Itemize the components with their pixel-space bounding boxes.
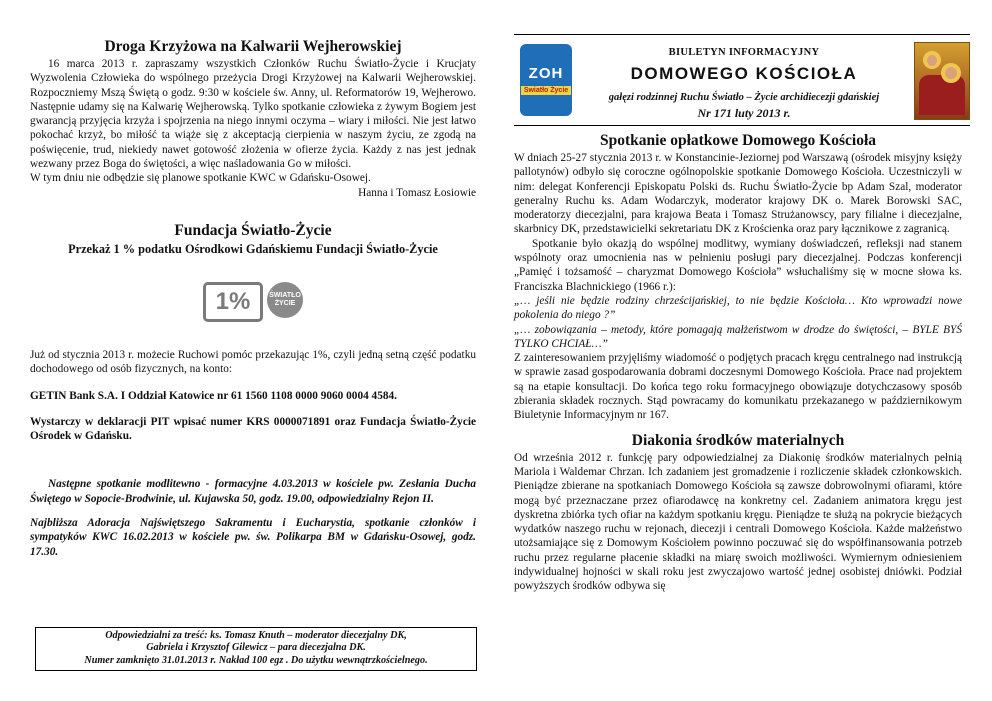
footer-line-2: Gabriela i Krzysztof Gilewicz – para diecezjalna DK. [146,642,366,654]
oplatek-paragraph-1: W dniach 25-27 stycznia 2013 r. w Konstancinie-Jeziornej pod Warszawą (ośrodek misyjny księży pallotynów) odbyło się coroczne ogólnopolskie spotkanie Domowego Kościoła. Uczestniczyli w nim: delegat Konferencji Episkopatu Polski ds. Ruchu Światło-Życie bp Adam Szal, moderator generalny Ruchu ks. Adam Wodarczyk, moderator krajowy DK o. Marek Borowski SAC, moderatorzy diecezjalni, para krajowa Beata i Tomasz Strużanowscy, pary filialne i diecezjalne, skarbnicy DK, przedstawicielki sekretariatu DK z Krościenka oraz pary łącznikowe z zagranicą. [514,152,962,236]
masthead-top-rule [514,34,970,35]
holy-family-icon [914,42,970,120]
zoh-logo-icon [520,44,572,116]
swiatlo-zycie-logo-icon: ŚWIATŁO ŻYCIE [267,282,303,318]
quote-2: „… zobowiązania – metody, które pomagają małżeństwom w drodze do świętości, – BYLE BYŚ TYLKO CHCIAŁ…” [514,323,962,350]
masthead [514,34,970,124]
one-percent-badge [30,282,476,322]
oplatek-title: Spotkanie opłatkowe Domowego Kościoła [600,132,876,149]
fundacja-paragraph: Już od stycznia 2013 r. możecie Ruchowi pomóc przekazując 1%, czyli jedną setną część podatku dochodowego od osób fizycznych, na konto: [30,348,476,376]
left-column [30,0,476,559]
fundacja-title: Fundacja Światło-Życie [174,221,332,239]
right-column [514,132,962,594]
droga-title: Droga Krzyżowa na Kalwarii Wejherowskiej [104,38,402,55]
masthead-subtitle: gałęzi rodzinnej Ruchu Światło – Życie archidiecezji gdańskiej [608,92,880,103]
masthead-label: BIULETYN INFORMACYJNY [668,47,820,58]
droga-cancel-note: W tym dniu nie odbędzie się planowe spotkanie KWC w Gdańsku-Osowej. [30,172,371,185]
zoh-logo-subtext: Światło Życie [521,86,571,95]
one-percent-icon: 1% [203,282,263,322]
krs-note: Wystarczy w deklaracji PIT wpisać numer KRS 0000071891 oraz Fundacja Światło-Życie Ośrodek w Gdańsku. [30,415,476,443]
diakonia-paragraph: Od września 2012 r. funkcję pary odpowiedzialnej za Diakonię środków materialnych pełnią Mariola i Waldemar Chrzan. Ich zadaniem jest gromadzenie i rozliczenie składek członkowskich. Pieniądze zbierane na spotkaniach Domowego Kościoła są zawsze dobrowolnymi ofiarami, które mogą być przeznaczane przez ofiarodawcę na konkretny cel. Zadaniem animatora kręgu jest dyskretna zbiórka tych ofiar na każdym spotkaniu kręgu. Pieniądze te służą na pokrycie bieżących wydatków naszego ruchu w rejonach, diecezji i centrali Domowego Kościoła. Każde małżeństwo utożsamiające się z Domowym Kościołem powinno poczuwać się do współfinansowania potrzeb ruchu przez regularne płacenie składki na miarę swoich możliwości. Wymiernym odniesieniem indywidualnej hojności w skali roku jest zwyczajowo wartość jednej osobistej dniówki. Podział powyższych środków odbywa się [514,451,962,593]
droga-paragraph: 16 marca 2013 r. zapraszamy wszystkich Członków Ruchu Światło-Życie i Krucjaty Wyzwolenia Człowieka do wspólnego przeżycia Drogi Krzyżowej na Kalwarii Wejherowskiej. Rozpoczniemy Mszą Świętą o godz. 9:30 w kościele św. Anny, ul. Reformatorów 19, Wejherowo. Następnie udamy się na Kalwarię Wejherowską. Tylko spotkanie człowieka z żywym Bogiem jest gwarancją przyjęcia krzyża i spojrzenia na niego innymi oczyma – wiary i miłości. Nie jest łatwo pokochać krzyż, bo miłość ta wiąże się z akceptacją cierpienia w naszym życiu, ze zgodą na poświęcenie, trud, niekiedy nawet gotowość złożenia w ofierze życia. Każdy z nas jest jednak wezwany przez Boga do świętości, a więc naśladowania Go w miłości. [30,58,476,171]
fundacja-subtitle: Przekaż 1 % podatku Ośrodkowi Gdańskiemu Fundacji Światło-Życie [68,241,438,256]
footer-credits [35,627,477,671]
masthead-title: DOMOWEGO KOŚCIOŁA [630,64,858,83]
footer-line-3: Numer zamknięto 31.01.2013 r. Nakład 100 egz . Do użytku wewnątrzkościelnego. [84,654,428,666]
oplatek-paragraph-3: Z zainteresowaniem przyjęliśmy wiadomość o podjętych pracach kręgu centralnego nad instrukcją w sprawie zasad gospodarowania dobrami doczesnymi Domowego Kościoła. Prace nad projektem są na etapie konsultacji. Do końca tego roku formacyjnego obowiązuje dotychczasowy sposób zbierania składek rocznych. Stąd powracamy do komunikatu przekazanego w październikowym Biuletynie Informacyjnym nr 167. [514,352,962,422]
adoration-notice: Najbliższa Adoracja Najświętszego Sakramentu i Eucharystia, spotkanie członków i sympatyków KWC 16.02.2013 w kościele pw. św. Polikarpa BM w Gdańsku-Osowej, godz. 17.30. [30,517,476,558]
quote-1: „… jeśli nie będzie rodziny chrześcijańskiej, to nie będzie Kościoła… Kto wprowadzi nowe pokolenia do niego ?” [514,294,962,322]
footer-line-1: Odpowiedzialni za treść: ks. Tomasz Knuth – moderator diecezjalny DK, [105,630,407,641]
oplatek-paragraph-2: Spotkanie było okazją do wspólnej modlitwy, wymiany doświadczeń, refleksji nad stanem wspólnoty oraz umocnienia nas w pełnieniu posługi pary diecezjalnej. Podczas konferencji „Pamięć i tożsamość – charyzmat Domowego Kościoła” wsłuchaliśmy się w mocne słowa ks. Franciszka Blachnickiego (1966 r.): [514,237,962,293]
zoh-logo-text: ZOH [528,65,564,82]
next-meeting-notice: Następne spotkanie modlitewno - formacyjne 4.03.2013 w kościele pw. Zesłania Ducha Świętego w Sopocie-Brodwinie, ul. Kujawska 50, godz. 19.00, odpowiedzialny Rejon II. [30,478,476,505]
issue-number: Nr 171 luty 2013 r. [697,106,791,120]
masthead-bottom-rule [514,125,970,126]
droga-signature: Hanna i Tomasz Łosiowie [358,186,476,199]
bank-account: GETIN Bank S.A. I Oddział Katowice nr 61 1560 1108 0000 9060 0004 4584. [30,389,397,402]
diakonia-title: Diakonia środków materialnych [631,431,845,449]
